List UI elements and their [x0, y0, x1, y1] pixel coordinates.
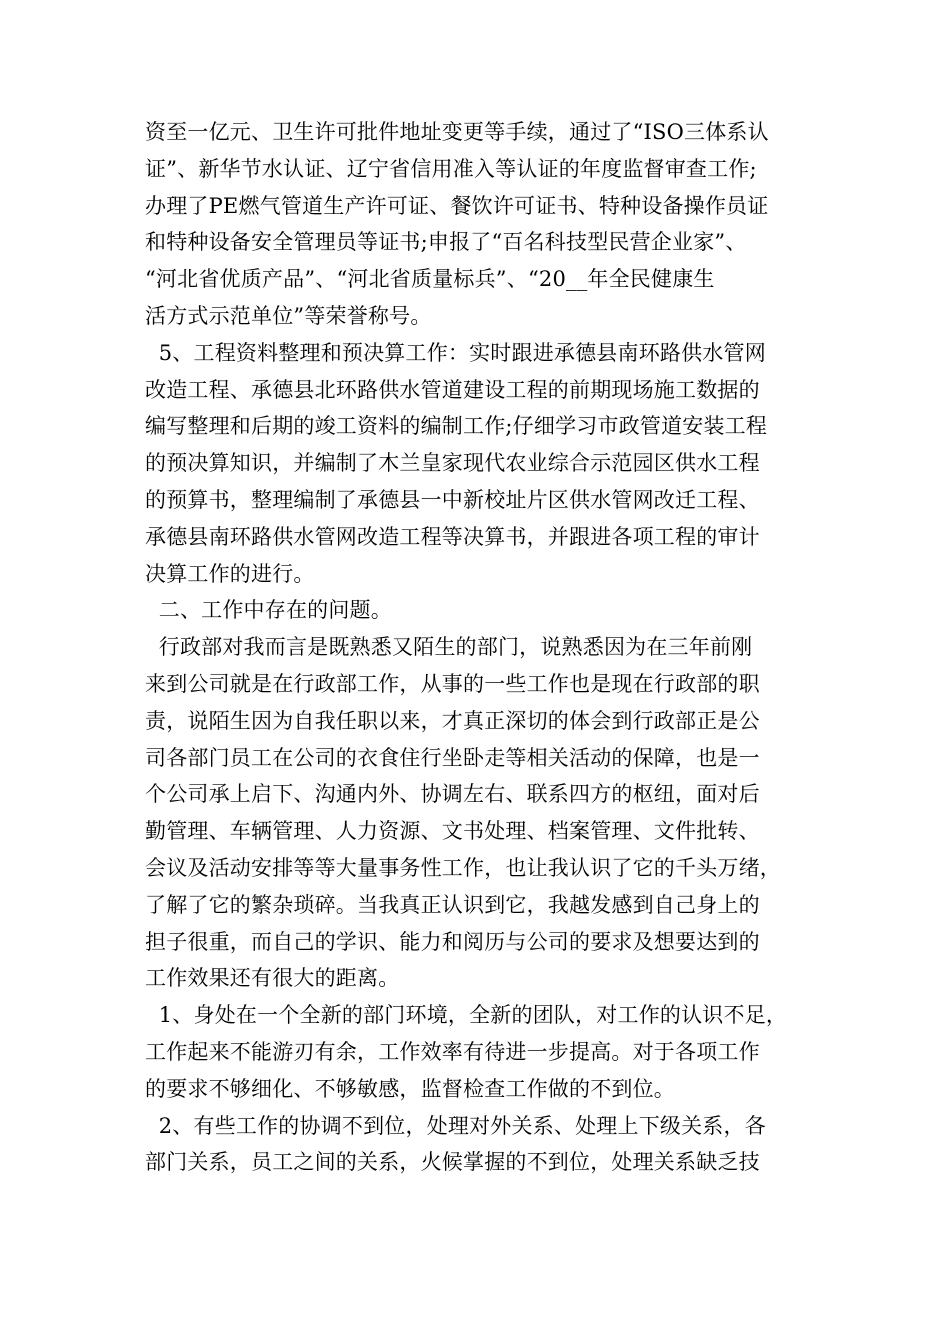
text-line: 5、工程资料整理和预决算工作：实时跟进承德县南环路供水管网 — [145, 340, 766, 365]
text-line: 来到公司就是在行政部工作，从事的一些工作也是现在行政部的职 — [145, 671, 760, 696]
text-line: 勤管理、车辆管理、人力资源、文书处理、档案管理、文件批转、 — [145, 819, 760, 844]
text-line: 部门关系，员工之间的关系，火候掌握的不到位，处理关系缺乏技 — [145, 1150, 760, 1175]
text-line: 证”、新华节水认证、辽宁省信用准入等认证的年度监督审查工作; — [145, 156, 757, 181]
text-line: 2、有些工作的协调不到位，处理对外关系、处理上下级关系，各 — [145, 1113, 766, 1138]
text-line: 决算工作的进行。 — [145, 561, 315, 586]
text-line: 工作效果还有很大的距离。 — [145, 966, 400, 991]
text-line: 1、身处在一个全新的部门环境，全新的团队，对工作的认识不足， — [145, 1003, 788, 1028]
text-line: 行政部对我而言是既熟悉又陌生的部门，说熟悉因为在三年前刚 — [145, 635, 753, 660]
text-line: 司各部门员工在公司的衣食住行坐卧走等相关活动的保障，也是一 — [145, 745, 760, 770]
text-line: 编写整理和后期的竣工资料的编制工作;仔细学习市政管道安装工程 — [145, 414, 768, 439]
text-line: 了解了它的繁杂琐碎。当我真正认识到它，我越发感到自己身上的 — [145, 892, 760, 917]
text-line: 担子很重，而自己的学识、能力和阅历与公司的要求及想要达到的 — [145, 929, 760, 954]
text-line: 活方式示范单位”等荣誉称号。 — [145, 303, 432, 328]
text-line: 的预算书，整理编制了承德县一中新校址片区供水管网改迁工程、 — [145, 487, 760, 512]
text-line: 承德县南环路供水管网改造工程等决算书，并跟进各项工程的审计 — [145, 524, 760, 549]
section-heading: 二、工作中存在的问题。 — [145, 598, 392, 623]
text-line: 的预决算知识，并编制了木兰皇家现代农业综合示范园区供水工程 — [145, 451, 760, 476]
body-text — [145, 114, 825, 1181]
text-line: 办理了PE燃气管道生产许可证、餐饮许可证书、特种设备操作员证 — [145, 193, 769, 218]
text-line: 会议及活动安排等等大量事务性工作，也让我认识了它的千头万绪， — [145, 855, 781, 880]
text-line: 的要求不够细化、不够敏感，监督检查工作做的不到位。 — [145, 1076, 675, 1101]
text-line: 改造工程、承德县北环路供水管道建设工程的前期现场施工数据的 — [145, 377, 760, 402]
text-line: 工作起来不能游刃有余，工作效率有待进一步提高。对于各项工作 — [145, 1039, 760, 1064]
text-line: 个公司承上启下、沟通内外、协调左右、联系四方的枢纽，面对后 — [145, 782, 760, 807]
text-line: “河北省优质产品”、“河北省质量标兵”、“20__年全民健康生 — [145, 267, 715, 292]
text-line: 责，说陌生因为自我任职以来，才真正深切的体会到行政部正是公 — [145, 708, 760, 733]
text-line: 资至一亿元、卫生许可批件地址变更等手续，通过了“ISO三体系认 — [145, 120, 769, 144]
text-line: 和特种设备安全管理员等证书;申报了“百名科技型民营企业家”、 — [145, 230, 747, 255]
